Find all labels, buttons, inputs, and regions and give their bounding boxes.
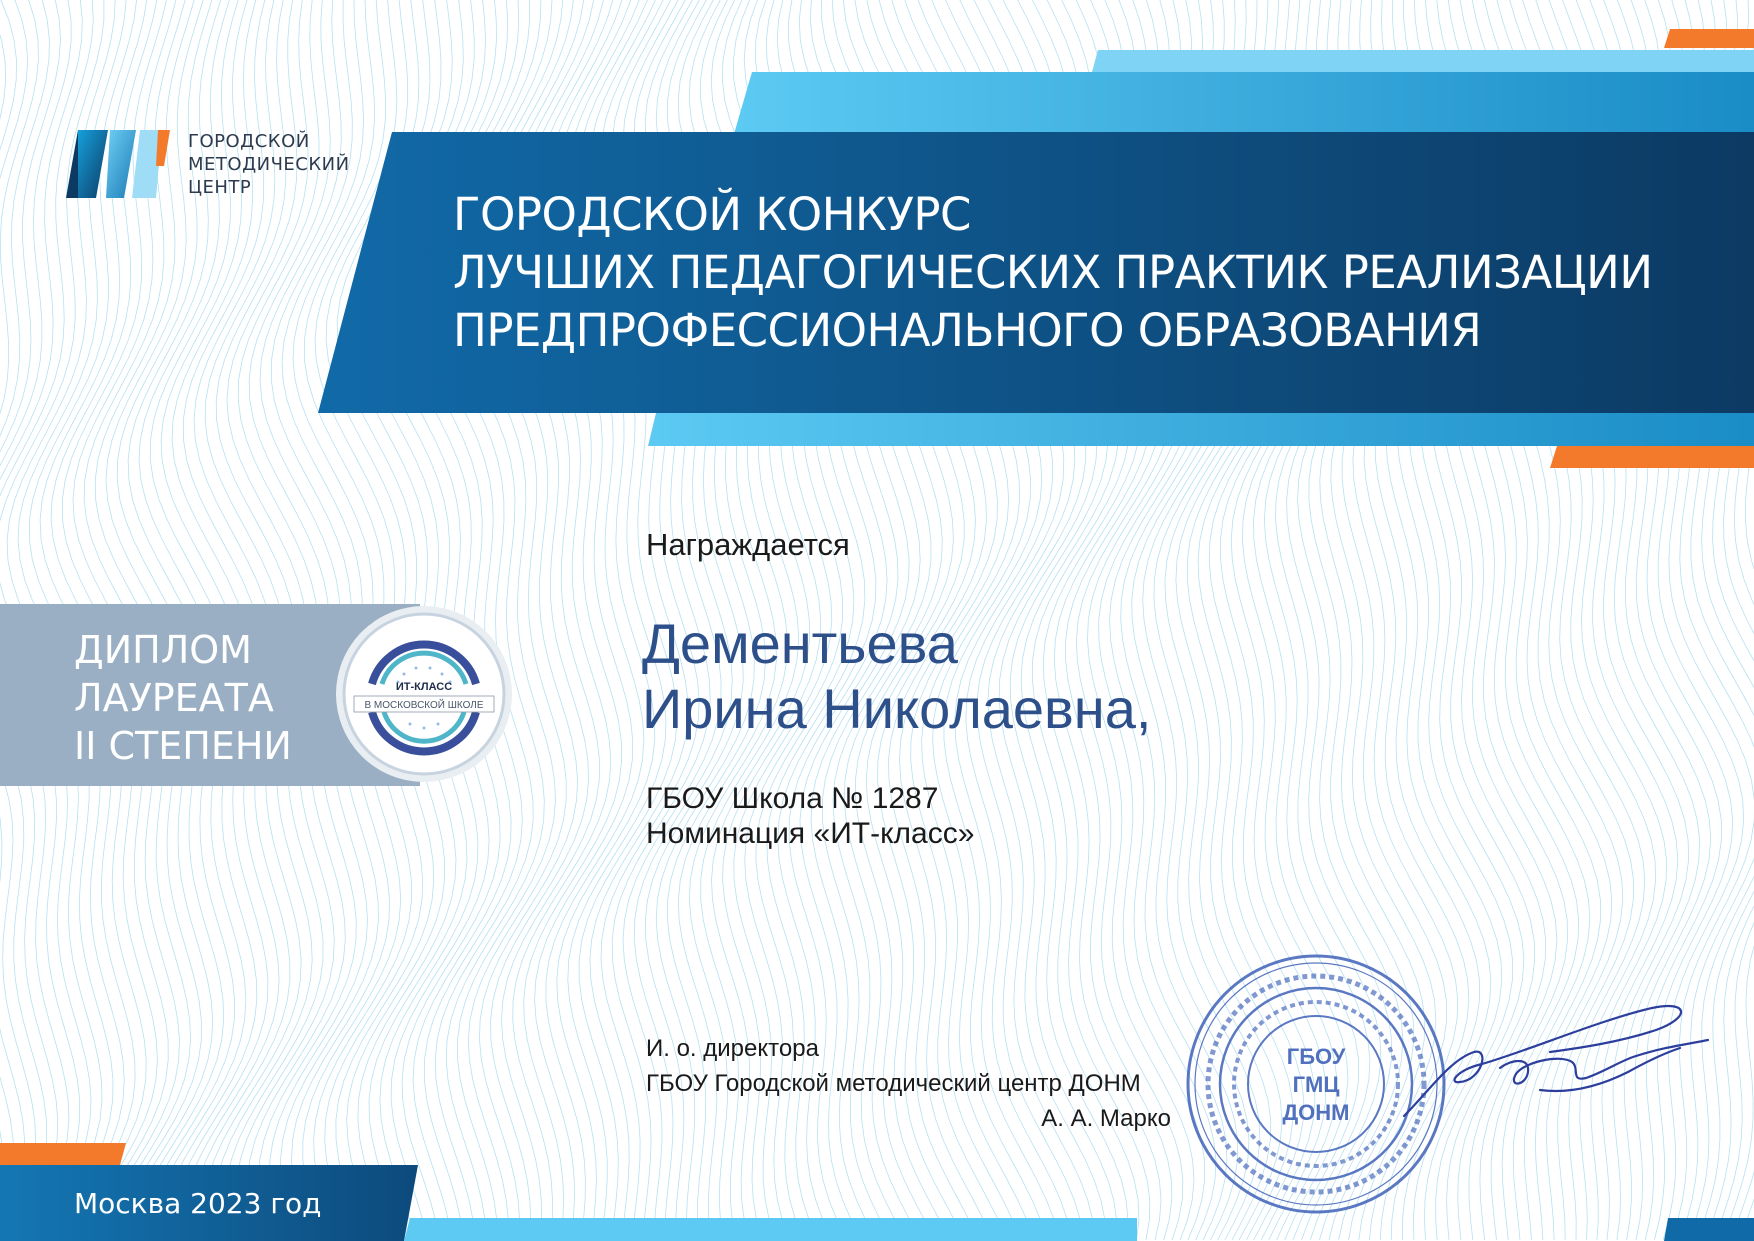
- badge-title: ИТ-КЛАСС: [395, 681, 453, 693]
- it-class-badge-icon: [334, 604, 514, 784]
- signatory-block: [646, 1031, 1171, 1136]
- under-banner-stripe: [648, 413, 1754, 446]
- recipient-nomination: Номинация «ИТ-класс»: [646, 817, 975, 850]
- top-blue-stripe: [734, 72, 1754, 134]
- diploma-type-line: ДИПЛОМ: [74, 628, 252, 672]
- organization-logo-text: [188, 130, 350, 199]
- top-orange-stripe: [1664, 29, 1754, 48]
- top-light-stripe: [1092, 50, 1754, 72]
- signatory-position: И. о. директора: [646, 1035, 819, 1062]
- place-and-year: Москва 2023 год: [74, 1187, 322, 1220]
- bottom-right-stripe: [1664, 1218, 1754, 1241]
- stamp-center-line: ГМЦ: [1292, 1072, 1340, 1097]
- diploma-type: [74, 626, 292, 770]
- stamp-center-line: ДОНМ: [1282, 1100, 1350, 1125]
- signatory-organization: ГБОУ Городской методический центр ДОНМ: [646, 1070, 1141, 1097]
- title-line: ЛУЧШИХ ПЕДАГОГИЧЕСКИХ ПРАКТИК РЕАЛИЗАЦИИ: [453, 246, 1653, 299]
- title-line: ГОРОДСКОЙ КОНКУРС: [453, 188, 971, 241]
- bottom-light-stripe: [404, 1218, 1137, 1241]
- logo-line: ГОРОДСКОЙ: [188, 131, 310, 152]
- logo-line: ЦЕНТР: [188, 177, 252, 198]
- recipient-line: Дементьева: [642, 612, 958, 675]
- contest-title: [453, 186, 1653, 360]
- signature-icon: [1390, 990, 1710, 1150]
- logo-line: МЕТОДИЧЕСКИЙ: [188, 154, 350, 175]
- badge-subtitle: В МОСКОВСКОЙ ШКОЛЕ: [364, 700, 484, 711]
- stamp-center-line: ГБОУ: [1286, 1044, 1346, 1069]
- recipient-details: [646, 781, 974, 851]
- diploma-type-line: ЛАУРЕАТА: [74, 676, 274, 720]
- award-label: Награждается: [646, 527, 850, 562]
- recipient-name: [642, 611, 1151, 741]
- title-line: ПРЕДПРОФЕССИОНАЛЬНОГО ОБРАЗОВАНИЯ: [453, 304, 1482, 357]
- bottom-orange-stripe: [0, 1143, 126, 1165]
- diploma-type-line: II СТЕПЕНИ: [74, 724, 292, 768]
- recipient-school: ГБОУ Школа № 1287: [646, 782, 939, 815]
- under-banner-orange-stripe: [1550, 446, 1754, 468]
- recipient-line: Ирина Николаевна,: [642, 677, 1152, 740]
- signatory-name: А. А. Марко: [1041, 1105, 1171, 1132]
